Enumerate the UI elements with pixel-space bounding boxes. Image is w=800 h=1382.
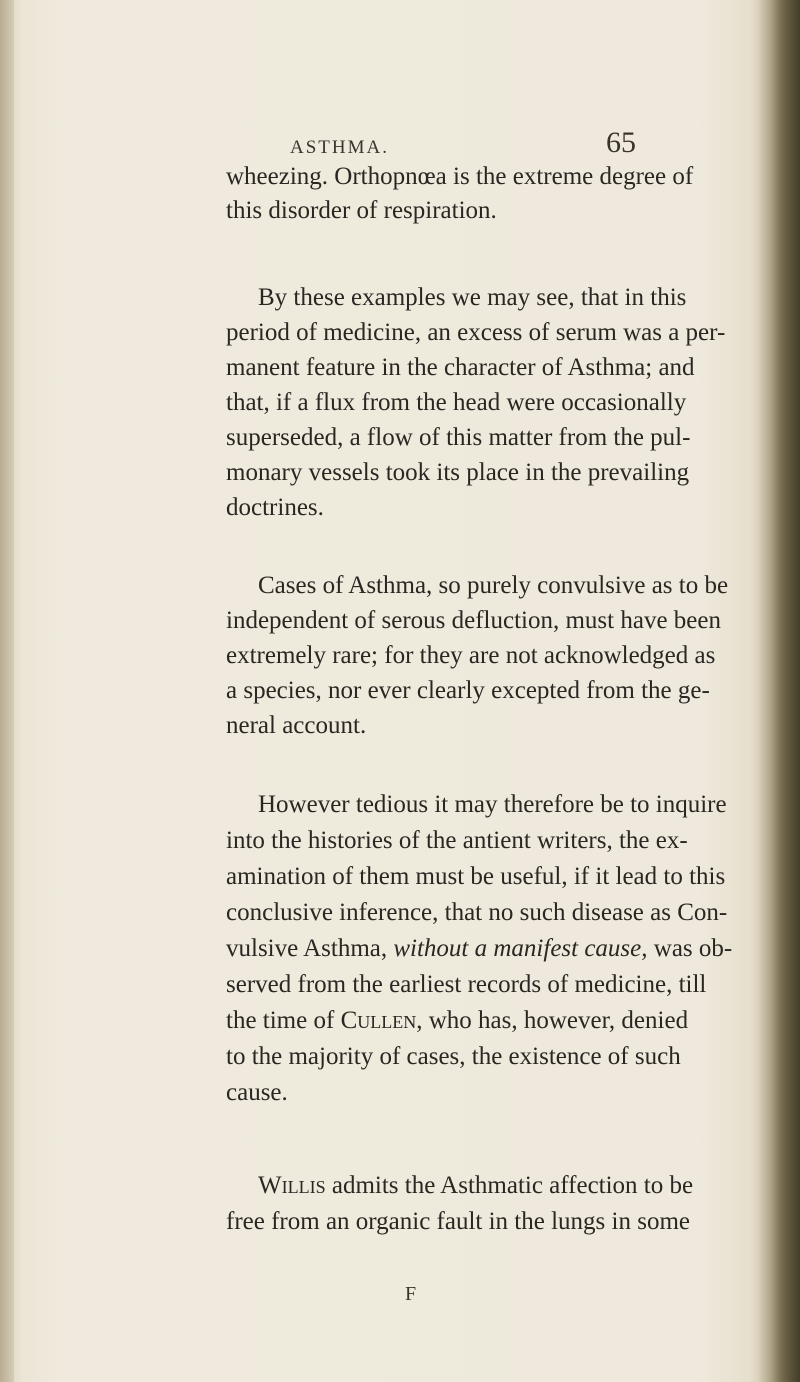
text-line (258, 1169, 694, 1203)
signature-mark: F (405, 1283, 417, 1305)
text-line (226, 932, 733, 966)
text-line: that, if a flux from the head were occasionally (226, 389, 687, 416)
author-name: Willis (258, 1172, 326, 1199)
text-line: monary vessels took its place in the prevailing (226, 459, 690, 486)
text-line: However tedious it may therefore be to inquire (258, 791, 727, 818)
text-run: admits the Asthmatic affection to be (331, 1172, 694, 1199)
text-line: superseded, a flow of this matter from the pul- (226, 424, 691, 451)
italic-phrase: without a manifest cause, (393, 935, 648, 962)
text-line: wheezing. Orthopnœa is the extreme degree of (226, 163, 694, 190)
text-run: , who has, however, denied (416, 1007, 689, 1034)
text-line: cause. (226, 1079, 288, 1106)
text-line: into the histories of the antient writers, the ex- (226, 827, 688, 854)
page-edge (758, 0, 800, 1382)
text-line: neral account. (226, 712, 367, 739)
page-gutter (0, 0, 14, 1382)
text-line: extremely rare; for they are not acknowledged as (226, 642, 716, 669)
text-line: amination of them must be useful, if it lead to this (226, 863, 726, 890)
text-run: vulsive Asthma, (226, 935, 394, 962)
running-head: ASTHMA. (290, 137, 389, 158)
text-line: a species, nor ever clearly excepted from the ge- (226, 677, 710, 704)
text-line: to the majority of cases, the existence of such (226, 1043, 681, 1070)
author-name: Cullen (340, 1007, 417, 1034)
text-line: doctrines. (226, 494, 324, 521)
text-line: By these examples we may see, that in this (258, 284, 687, 311)
text-run: was ob- (647, 935, 733, 962)
text-line: Cases of Asthma, so purely convulsive as to be (258, 572, 729, 599)
text-run: the time of (226, 1007, 341, 1034)
text-line: served from the earliest records of medicine, till (226, 971, 707, 998)
text-line: independent of serous defluction, must have been (226, 607, 721, 634)
text-line: period of medicine, an excess of serum was a per- (226, 319, 726, 346)
page-number: 65 (606, 126, 636, 159)
text-line: free from an organic fault in the lungs in some (226, 1208, 690, 1235)
text-line: this disorder of respiration. (226, 197, 497, 224)
text-line: manent feature in the character of Asthma; and (226, 354, 695, 381)
text-line (226, 1004, 689, 1038)
text-line: conclusive inference, that no such disease as Con- (226, 899, 728, 926)
